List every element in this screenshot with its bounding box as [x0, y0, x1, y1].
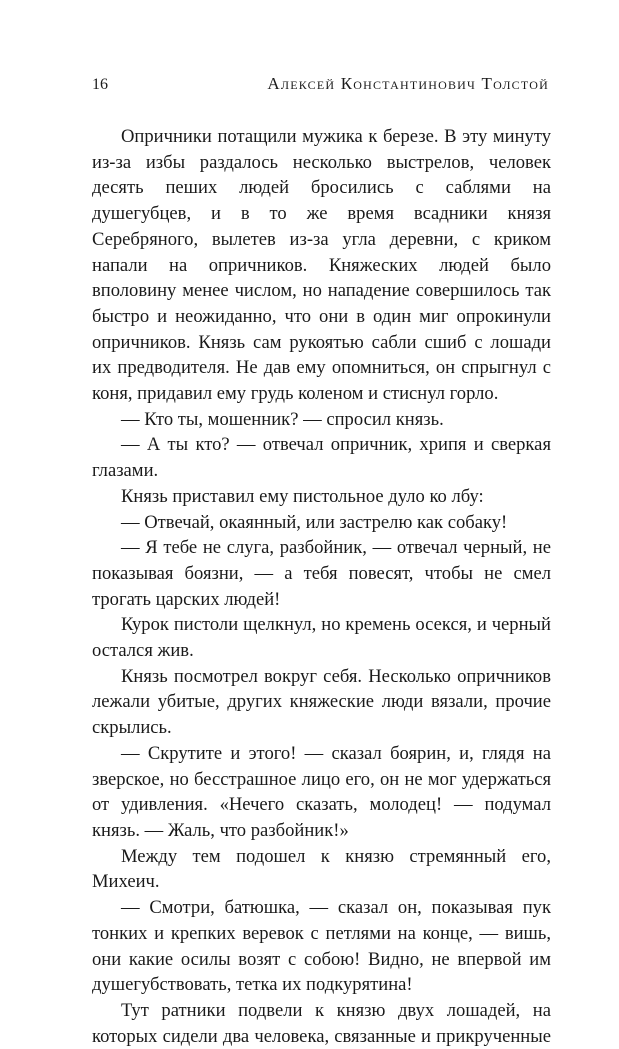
paragraph: — Скрутите и этого! — сказал боярин, и, глядя на зверское, но бесстрашное лицо его, он не мог удержаться от удивления. «Нечего сказать, молодец! — подумал князь. — Жаль, что разбойник!» [92, 742, 551, 841]
paragraph: — Я тебе не слуга, разбойник, — отвечал черный, не показывая боязни, — а тебя повесят, чтобы не смел трогать царских людей! [92, 537, 551, 610]
page-number: 16 [92, 76, 108, 93]
paragraph: — Смотри, батюшка, — сказал он, показывая пук тонких и крепких веревок с петлями на конце, — вишь, они какие осилы возят с собою! Видно, не впервой им душегубствовать, тетка их подкурятина! [92, 897, 551, 996]
running-head [92, 74, 549, 95]
paragraph: — Отвечай, окаянный, или застрелю как собаку! [121, 511, 508, 533]
body-text [92, 124, 551, 1049]
paragraph: Между тем подошел к князю стремянный его, Михеич. [92, 845, 551, 893]
paragraph: Опричники потащили мужика к березе. В эту минуту из-за избы раздалось несколько выстрелов, человек десять пеших людей бросились с саблями на душегубцев, и в то же время всадники князя Серебряного, вылетев из-за угла деревни, с криком напали на опричников. Княжеских людей было вполовину менее числом, но нападение совершилось так быстро и неожиданно, что они в один миг опрокинули опричников. Князь сам рукоятью сабли сшиб с лошади их предводителя. Не дав ему опомниться, он спрыгнул с коня, придавил ему грудь коленом и стиснул горло. [92, 126, 551, 405]
paragraph: — Кто ты, мошенник? — спросил князь. [121, 408, 444, 430]
paragraph: — А ты кто? — отвечал опричник, хрипя и сверкая глазами. [92, 434, 551, 482]
paragraph: Тут ратники подвели к князю двух лошадей, на которых сидели два человека, связанные и прикрученные [92, 999, 551, 1047]
paragraph: Князь приставил ему пистольное дуло ко лбу: [121, 485, 484, 507]
paragraph: Князь посмотрел вокруг себя. Несколько опричников лежали убитые, других княжеские люди вязали, прочие скрылись. [92, 665, 551, 739]
author-name: Алексей Константинович Толстой [267, 74, 549, 93]
paragraph: Курок пистоли щелкнул, но кремень осекся, и черный остался жив. [92, 614, 551, 662]
